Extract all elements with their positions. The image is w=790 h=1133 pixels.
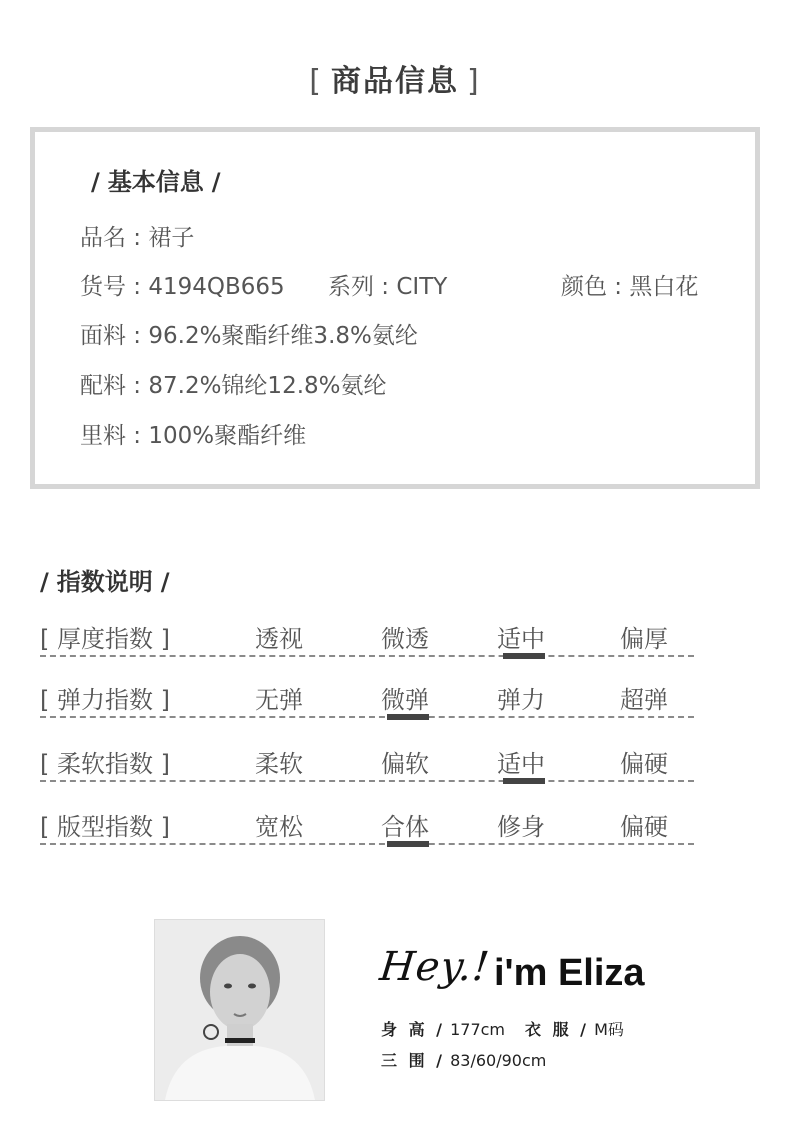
model-height: 身 高 / 177cm (381, 1020, 506, 1039)
product-name: 品名 : 裙子 (80, 225, 195, 251)
basic-info-panel (30, 127, 760, 489)
model-portrait-icon (155, 920, 324, 1100)
index-row-label: [ 版型指数 ] (40, 813, 170, 841)
product-fabric: 面料 : 96.2%聚酯纤维3.8%氨纶 (80, 323, 418, 349)
index-row (40, 619, 694, 659)
index-scale-line (40, 716, 694, 718)
index-row (40, 680, 694, 720)
model-size: 衣 服 / M码 (525, 1020, 624, 1039)
index-selected-marker (387, 714, 429, 720)
product-color: 颜色 : 黑白花 (561, 274, 699, 300)
index-option: 适中 (497, 625, 545, 653)
index-selected-marker (503, 778, 545, 784)
index-option: 微弹 (381, 686, 429, 714)
index-option: 弹力 (497, 686, 545, 714)
index-option: 修身 (497, 813, 545, 841)
index-row-label: [ 弹力指数 ] (40, 686, 170, 714)
index-option: 超弹 (620, 686, 668, 714)
page-title (0, 56, 790, 100)
basic-info-heading: / 基本信息 / (91, 168, 221, 196)
index-heading: / 指数说明 / (40, 568, 170, 596)
index-option: 宽松 (255, 813, 303, 841)
index-option: 合体 (381, 813, 429, 841)
index-row (40, 807, 694, 847)
index-option: 偏厚 (620, 625, 668, 653)
model-name: i'm Eliza (494, 952, 645, 994)
title-bracket-close: ] (467, 64, 481, 99)
index-scale-line (40, 780, 694, 782)
index-row-label: [ 厚度指数 ] (40, 625, 170, 653)
index-option: 偏软 (381, 750, 429, 778)
index-option: 偏硬 (620, 813, 668, 841)
index-row-label: [ 柔软指数 ] (40, 750, 170, 778)
index-option: 偏硬 (620, 750, 668, 778)
index-row (40, 744, 694, 784)
title-text: 商品信息 (331, 64, 459, 99)
index-selected-marker (503, 653, 545, 659)
index-selected-marker (387, 841, 429, 847)
index-option: 微透 (381, 625, 429, 653)
index-option: 无弹 (255, 686, 303, 714)
product-lining: 里料 : 100%聚酯纤维 (80, 423, 307, 449)
index-option: 柔软 (255, 750, 303, 778)
greeting-text: Hey.! (377, 944, 493, 990)
model-measurements: 三 围 / 83/60/90cm (381, 1051, 547, 1070)
product-sku: 货号 : 4194QB665 (80, 274, 285, 300)
model-photo (154, 919, 325, 1101)
index-scale-line (40, 843, 694, 845)
product-series: 系列 : CITY (328, 274, 448, 300)
index-scale-line (40, 655, 694, 657)
product-trim: 配料 : 87.2%锦纶12.8%氨纶 (80, 373, 387, 399)
index-option: 透视 (255, 625, 303, 653)
title-bracket-open: [ (309, 64, 323, 99)
index-option: 适中 (497, 750, 545, 778)
